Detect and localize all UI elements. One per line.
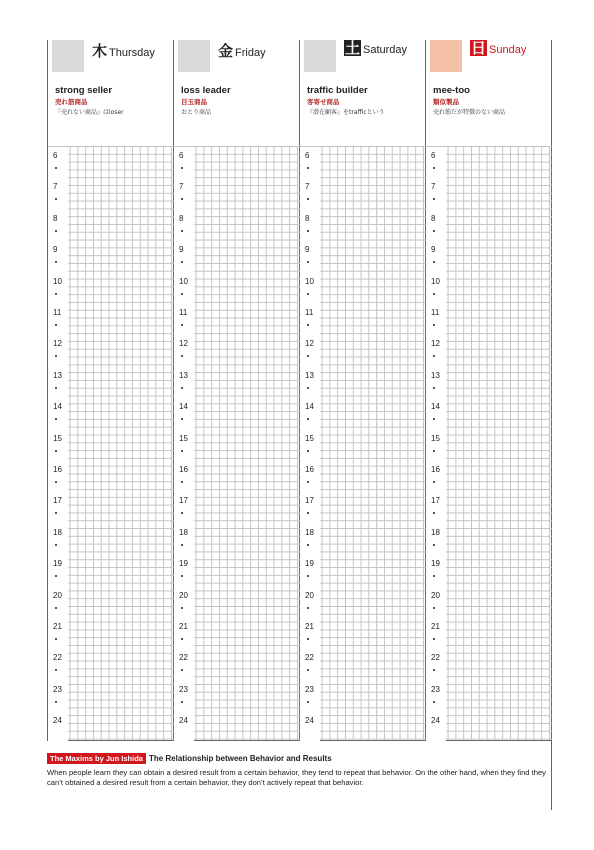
hour-label: 6 — [179, 151, 184, 160]
hour-slot — [48, 712, 68, 743]
half-hour-dot — [307, 418, 309, 420]
hour-slot — [174, 210, 194, 241]
half-hour-dot — [433, 669, 435, 671]
half-hour-dot — [55, 230, 57, 232]
hour-label: 12 — [179, 339, 188, 349]
hour-label: 18 — [431, 527, 440, 537]
hour-slot — [426, 492, 446, 523]
hour-slot — [426, 461, 446, 492]
hour-label: 24 — [53, 716, 62, 726]
day-label: Sunday — [489, 44, 527, 56]
hour-slot — [174, 367, 194, 398]
hour-label: 18 — [305, 527, 314, 537]
hour-label: 24 — [305, 716, 314, 726]
hour-slot — [174, 335, 194, 366]
hour-slot — [300, 335, 320, 366]
half-hour-dot — [307, 638, 309, 640]
hour-label: 23 — [431, 684, 440, 694]
half-hour-dot — [181, 324, 183, 326]
half-hour-dot — [181, 198, 183, 200]
term-japanese: 類似製品 — [433, 98, 459, 106]
hour-slot — [426, 147, 446, 178]
half-hour-dot — [433, 355, 435, 357]
hour-label: 19 — [53, 559, 62, 569]
hour-label: 24 — [431, 716, 440, 726]
hour-slot — [300, 367, 320, 398]
hour-label: 16 — [431, 465, 440, 474]
hour-slot — [426, 398, 446, 429]
hour-slot — [48, 649, 68, 680]
hour-label: 21 — [53, 622, 62, 631]
hour-slot — [300, 492, 320, 523]
day-column-sunday — [426, 40, 552, 740]
hour-label: 20 — [179, 590, 188, 600]
hour-label: 23 — [305, 684, 314, 694]
half-hour-dot — [307, 575, 309, 577]
hour-label: 8 — [305, 213, 310, 223]
half-hour-dot — [181, 261, 183, 263]
hour-slot — [48, 241, 68, 272]
hour-slot — [174, 241, 194, 272]
hour-slot — [426, 241, 446, 272]
hour-label: 7 — [179, 182, 184, 192]
hour-grid[interactable] — [48, 146, 174, 740]
half-hour-dot — [433, 387, 435, 389]
hour-label: 22 — [431, 653, 440, 663]
day-header — [48, 40, 174, 146]
hour-slot — [426, 367, 446, 398]
hour-slot — [174, 398, 194, 429]
hour-slot — [48, 681, 68, 712]
half-hour-dot — [433, 701, 435, 703]
hour-slot — [426, 649, 446, 680]
hour-slot — [300, 210, 320, 241]
maxim-footer — [47, 748, 552, 788]
hour-slot — [426, 210, 446, 241]
hour-label: 16 — [305, 465, 314, 474]
hour-label: 17 — [53, 496, 62, 506]
half-hour-dot — [55, 387, 57, 389]
hour-label: 13 — [53, 370, 62, 380]
half-hour-dot — [181, 355, 183, 357]
hour-label: 21 — [431, 622, 440, 631]
hour-label: 20 — [53, 590, 62, 600]
half-hour-dot — [433, 638, 435, 640]
half-hour-dot — [433, 261, 435, 263]
hour-label: 10 — [53, 276, 62, 286]
hour-slot — [300, 555, 320, 586]
hour-label: 19 — [305, 559, 314, 569]
half-hour-dot — [181, 387, 183, 389]
half-hour-dot — [307, 230, 309, 232]
hour-slot — [300, 147, 320, 178]
half-hour-dot — [55, 669, 57, 671]
half-hour-dot — [433, 418, 435, 420]
half-hour-dot — [307, 387, 309, 389]
color-swatch — [52, 40, 84, 72]
half-hour-dot — [181, 575, 183, 577]
half-hour-dot — [55, 324, 57, 326]
term-japanese: 客寄せ商品 — [307, 98, 340, 106]
hour-slot — [48, 178, 68, 209]
hour-label: 17 — [305, 496, 314, 506]
hour-label: 21 — [179, 622, 188, 631]
day-title — [344, 40, 407, 56]
day-header — [174, 40, 300, 146]
half-hour-dot — [55, 512, 57, 514]
hour-slot — [300, 461, 320, 492]
hour-label: 8 — [179, 213, 184, 223]
hour-slot — [174, 524, 194, 555]
term-japanese: 売れ筋商品 — [55, 98, 88, 106]
hour-slot — [426, 712, 446, 743]
hour-slot — [300, 681, 320, 712]
hour-label: 22 — [179, 653, 188, 663]
half-hour-dot — [433, 450, 435, 452]
hour-grid[interactable] — [426, 146, 552, 740]
hour-slot — [300, 241, 320, 272]
half-hour-dot — [181, 450, 183, 452]
hour-label: 12 — [305, 339, 314, 349]
hour-label: 14 — [53, 402, 62, 412]
hour-grid[interactable] — [174, 146, 300, 740]
hour-slot — [174, 178, 194, 209]
hour-label: 18 — [179, 527, 188, 537]
hour-slot — [300, 587, 320, 618]
hour-label: 15 — [179, 433, 188, 443]
hour-label: 11 — [53, 308, 62, 317]
hour-label: 14 — [431, 402, 440, 412]
hour-grid[interactable] — [300, 146, 426, 740]
hour-label: 13 — [431, 370, 440, 380]
day-kanji: 日 — [471, 39, 487, 57]
hour-slot — [426, 178, 446, 209]
half-hour-dot — [307, 450, 309, 452]
half-hour-dot — [55, 355, 57, 357]
term-english: strong seller — [55, 85, 113, 96]
hour-label: 20 — [431, 590, 440, 600]
maxim-body: When people learn they can obtain a desired result from a certain behavior, they tend to repeat that behavior. On the other hand, when they find they can’t obtained a desired result from a certain behavior, they don’t actively repeat that behavior. — [47, 768, 546, 787]
hour-slot — [426, 587, 446, 618]
half-hour-dot — [433, 607, 435, 609]
hour-label: 20 — [305, 590, 314, 600]
day-label: Friday — [235, 47, 266, 59]
hour-slot — [300, 430, 320, 461]
hour-slot — [300, 649, 320, 680]
hour-label: 6 — [53, 151, 58, 160]
half-hour-dot — [55, 198, 57, 200]
hour-slot — [300, 273, 320, 304]
hour-label: 18 — [53, 527, 62, 537]
half-hour-dot — [307, 324, 309, 326]
hour-label: 9 — [179, 245, 184, 255]
hour-slot — [48, 524, 68, 555]
hour-label: 23 — [179, 684, 188, 694]
half-hour-dot — [307, 701, 309, 703]
hour-slot — [426, 681, 446, 712]
hour-slot — [300, 178, 320, 209]
hour-slot — [48, 367, 68, 398]
hour-slot — [174, 461, 194, 492]
hour-label: 9 — [305, 245, 310, 255]
hour-slot — [426, 430, 446, 461]
hour-slot — [48, 147, 68, 178]
half-hour-dot — [307, 607, 309, 609]
day-title — [470, 40, 526, 56]
half-hour-dot — [55, 607, 57, 609]
hour-label: 10 — [179, 276, 188, 286]
hour-slot — [48, 492, 68, 523]
hour-slot — [174, 618, 194, 649]
term-note: おとり商品 — [181, 109, 212, 116]
hour-slot — [174, 649, 194, 680]
half-hour-dot — [433, 575, 435, 577]
term-japanese: 目玉商品 — [181, 98, 207, 106]
half-hour-dot — [307, 355, 309, 357]
half-hour-dot — [433, 544, 435, 546]
hour-label: 12 — [53, 339, 62, 349]
hour-slot — [174, 147, 194, 178]
day-column-friday — [174, 40, 300, 740]
hour-slot — [48, 304, 68, 335]
hour-label: 9 — [431, 245, 436, 255]
hour-slot — [300, 398, 320, 429]
half-hour-dot — [307, 544, 309, 546]
hour-label: 8 — [53, 213, 58, 223]
half-hour-dot — [307, 261, 309, 263]
half-hour-dot — [307, 198, 309, 200]
half-hour-dot — [307, 669, 309, 671]
hour-label: 11 — [179, 308, 188, 317]
hour-label: 22 — [305, 653, 314, 663]
term-note: 売れ筋だが特徴のない商品 — [433, 109, 506, 116]
half-hour-dot — [55, 638, 57, 640]
hour-label: 11 — [431, 308, 440, 317]
half-hour-dot — [55, 575, 57, 577]
hour-label: 15 — [431, 433, 440, 443]
term-english: loss leader — [181, 85, 231, 96]
half-hour-dot — [433, 512, 435, 514]
hour-label: 7 — [305, 182, 310, 192]
hour-slot — [300, 618, 320, 649]
hour-slot — [174, 587, 194, 618]
half-hour-dot — [181, 481, 183, 483]
half-hour-dot — [433, 167, 435, 169]
term-english: mee-too — [433, 85, 470, 96]
hour-label: 14 — [179, 402, 188, 412]
hour-label: 6 — [305, 151, 310, 160]
hour-label: 15 — [53, 433, 62, 443]
hour-slot — [48, 335, 68, 366]
footer-heading — [47, 748, 552, 766]
hour-slot — [174, 304, 194, 335]
half-hour-dot — [307, 167, 309, 169]
hour-slot — [48, 618, 68, 649]
day-column-thursday — [48, 40, 174, 740]
half-hour-dot — [181, 638, 183, 640]
half-hour-dot — [181, 167, 183, 169]
hour-label: 16 — [53, 465, 62, 474]
day-title — [92, 40, 155, 61]
day-column-saturday — [300, 40, 426, 740]
hour-label: 6 — [431, 151, 436, 160]
hour-label: 16 — [179, 465, 188, 474]
hour-slot — [426, 335, 446, 366]
hour-slot — [174, 712, 194, 743]
half-hour-dot — [307, 293, 309, 295]
color-swatch — [178, 40, 210, 72]
day-label: Thursday — [109, 47, 155, 59]
half-hour-dot — [433, 324, 435, 326]
hour-label: 10 — [305, 276, 314, 286]
hour-slot — [300, 524, 320, 555]
hour-slot — [300, 712, 320, 743]
half-hour-dot — [181, 701, 183, 703]
hour-slot — [426, 524, 446, 555]
weekly-planner — [47, 40, 552, 740]
hour-slot — [48, 461, 68, 492]
half-hour-dot — [181, 512, 183, 514]
hour-label: 21 — [305, 622, 314, 631]
maxim-badge: The Maxims by Jun Ishida — [47, 753, 146, 764]
half-hour-dot — [433, 230, 435, 232]
maxim-title: The Relationship between Behavior and Results — [148, 754, 332, 763]
hour-label: 23 — [53, 684, 62, 694]
day-label: Saturday — [363, 44, 408, 56]
hour-label: 15 — [305, 433, 314, 443]
hour-label: 12 — [431, 339, 440, 349]
hour-slot — [174, 492, 194, 523]
hour-label: 19 — [179, 559, 188, 569]
half-hour-dot — [181, 418, 183, 420]
hour-slot — [426, 304, 446, 335]
hour-slot — [174, 555, 194, 586]
hour-slot — [48, 210, 68, 241]
hour-label: 7 — [431, 182, 436, 192]
day-header — [426, 40, 552, 146]
day-header — [300, 40, 426, 146]
hour-label: 17 — [179, 496, 188, 506]
day-kanji: 金 — [218, 42, 234, 60]
hour-slot — [174, 273, 194, 304]
hour-label: 13 — [305, 370, 314, 380]
color-swatch — [304, 40, 336, 72]
half-hour-dot — [181, 544, 183, 546]
hour-slot — [48, 587, 68, 618]
hour-slot — [48, 555, 68, 586]
hour-label: 19 — [431, 559, 440, 569]
day-kanji: 木 — [92, 42, 108, 60]
half-hour-dot — [181, 669, 183, 671]
half-hour-dot — [55, 261, 57, 263]
half-hour-dot — [433, 293, 435, 295]
hour-label: 24 — [179, 716, 188, 726]
day-kanji: 土 — [345, 39, 361, 57]
hour-slot — [174, 430, 194, 461]
hour-slot — [174, 681, 194, 712]
hour-slot — [48, 273, 68, 304]
half-hour-dot — [307, 481, 309, 483]
hour-label: 22 — [53, 653, 62, 663]
half-hour-dot — [181, 607, 183, 609]
half-hour-dot — [55, 544, 57, 546]
hour-slot — [48, 430, 68, 461]
hour-slot — [426, 555, 446, 586]
color-swatch — [430, 40, 462, 72]
half-hour-dot — [55, 167, 57, 169]
hour-label: 11 — [305, 308, 314, 317]
half-hour-dot — [181, 230, 183, 232]
half-hour-dot — [55, 701, 57, 703]
half-hour-dot — [307, 512, 309, 514]
term-note: 『潜在顧客』をtrafficという — [307, 109, 385, 116]
day-title — [218, 40, 266, 61]
hour-slot — [426, 273, 446, 304]
hour-label: 8 — [431, 213, 436, 223]
half-hour-dot — [55, 293, 57, 295]
hour-label: 14 — [305, 402, 314, 412]
hour-label: 7 — [53, 182, 58, 192]
term-english: traffic builder — [307, 85, 368, 96]
half-hour-dot — [55, 450, 57, 452]
half-hour-dot — [181, 293, 183, 295]
hour-label: 9 — [53, 245, 58, 255]
half-hour-dot — [55, 418, 57, 420]
half-hour-dot — [433, 198, 435, 200]
half-hour-dot — [55, 481, 57, 483]
hour-label: 10 — [431, 276, 440, 286]
hour-slot — [48, 398, 68, 429]
half-hour-dot — [433, 481, 435, 483]
hour-label: 13 — [179, 370, 188, 380]
term-note: 『売れない商品』はloser — [55, 109, 124, 116]
hour-slot — [300, 304, 320, 335]
hour-slot — [426, 618, 446, 649]
hour-label: 17 — [431, 496, 440, 506]
